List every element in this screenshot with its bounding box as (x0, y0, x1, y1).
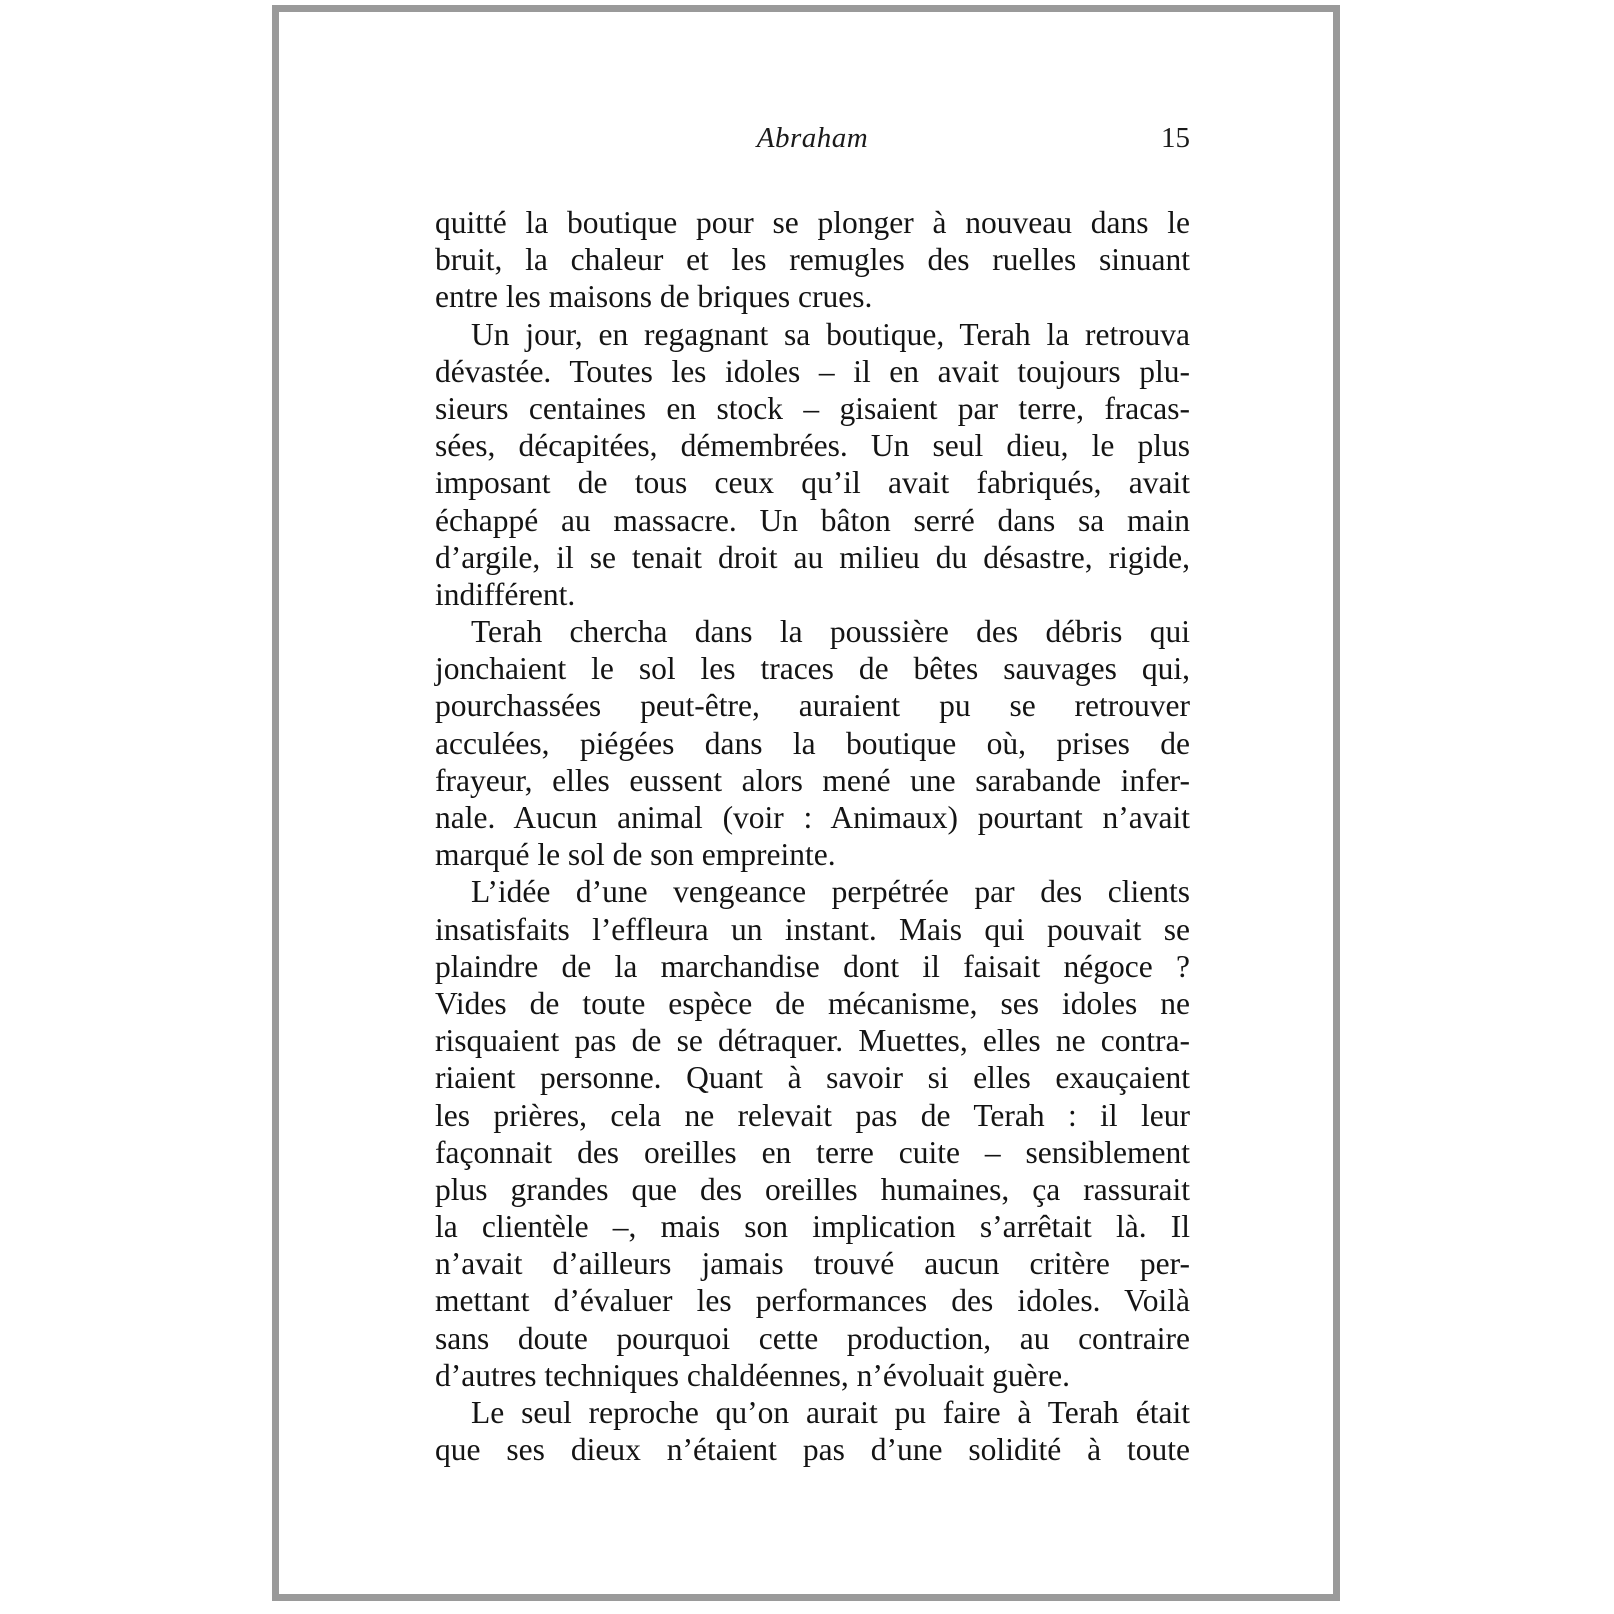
text-line: mettant d’évaluer les performances des idoles. Voilà (435, 1283, 1190, 1319)
text-line: risquaient pas de se détraquer. Muettes, elles ne contra- (435, 1023, 1190, 1059)
text-line: jonchaient le sol les traces de bêtes sauvages qui, (435, 651, 1190, 687)
text-line: insatisfaits l’effleura un instant. Mais qui pouvait se (435, 911, 1190, 947)
text-line: d’argile, il se tenait droit au milieu du désastre, rigide, (435, 539, 1190, 575)
running-head (435, 122, 1190, 162)
text-line: L’idée d’une vengeance perpétrée par des clients (471, 874, 1190, 910)
text-line: échappé au massacre. Un bâton serré dans sa main (435, 502, 1190, 538)
text-line: indifférent. (435, 576, 576, 612)
text-line: bruit, la chaleur et les remugles des ruelles sinuant (435, 242, 1190, 278)
text-line: plaindre de la marchandise dont il faisait négoce ? (435, 948, 1190, 984)
text-line: riaient personne. Quant à savoir si elles exauçaient (435, 1060, 1190, 1096)
text-line: dévastée. Toutes les idoles – il en avait toujours plu- (435, 353, 1190, 389)
running-title: Abraham (756, 122, 869, 154)
text-line: nale. Aucun animal (voir : Animaux) pourtant n’avait (435, 800, 1190, 835)
text-line: acculées, piégées dans la boutique où, prises de (435, 725, 1190, 761)
text-line: plus grandes que des oreilles humaines, ça rassurait (435, 1171, 1190, 1207)
text-line: frayeur, elles eussent alors mené une sarabande infer- (435, 762, 1190, 798)
text-line: sans doute pourquoi cette production, au contraire (435, 1320, 1190, 1356)
text-line: d’autres techniques chaldéennes, n’évoluait guère. (435, 1357, 1070, 1393)
text-line: Un jour, en regagnant sa boutique, Terah la retrouva (471, 316, 1190, 352)
text-line: Terah chercha dans la poussière des débris qui (471, 614, 1190, 650)
text-line: les prières, cela ne relevait pas de Terah : il leur (435, 1097, 1190, 1133)
text-line: pourchassées peut-être, auraient pu se retrouver (435, 688, 1190, 724)
page-number: 15 (1161, 122, 1190, 154)
text-line: sées, décapitées, démembrées. Un seul dieu, le plus (435, 428, 1190, 464)
text-line: imposant de tous ceux qu’il avait fabriqués, avait (435, 465, 1190, 501)
text-line: quitté la boutique pour se plonger à nouveau dans le (435, 205, 1190, 240)
text-line: Vides de toute espèce de mécanisme, ses idoles ne (435, 985, 1190, 1021)
text-line: façonnait des oreilles en terre cuite – sensiblement (435, 1134, 1190, 1170)
text-line: la clientèle –, mais son implication s’arrêtait là. Il (435, 1209, 1190, 1245)
text-line: marqué le sol de son empreinte. (435, 837, 836, 873)
body-text (435, 204, 1190, 1468)
text-line: Le seul reproche qu’on aurait pu faire à Terah était (471, 1395, 1190, 1430)
text-line: n’avait d’ailleurs jamais trouvé aucun critère per- (435, 1246, 1190, 1282)
text-line: entre les maisons de briques crues. (435, 279, 873, 315)
text-line: sieurs centaines en stock – gisaient par terre, fracas- (435, 390, 1190, 426)
text-line: que ses dieux n’étaient pas d’une solidité à toute (435, 1432, 1190, 1468)
